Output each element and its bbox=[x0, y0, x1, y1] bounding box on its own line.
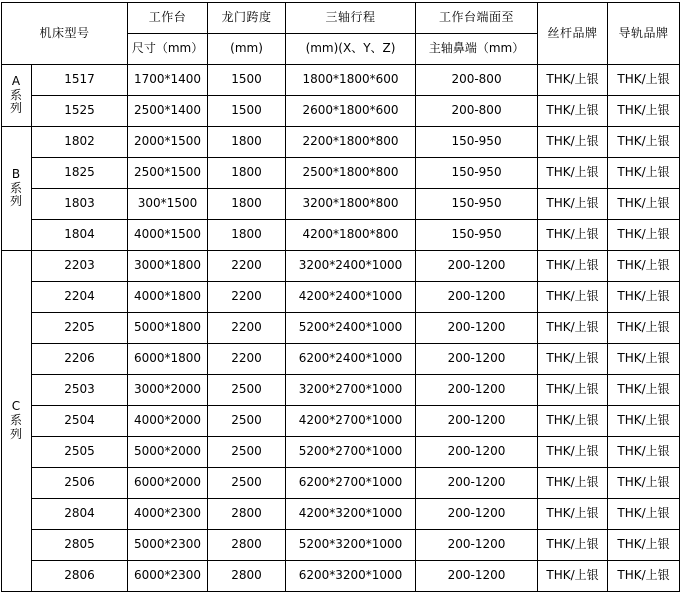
travel-cell: 6200*3200*1000 bbox=[286, 561, 416, 592]
gantry-span-cell: 2200 bbox=[208, 282, 286, 313]
series-group-label bbox=[2, 127, 32, 251]
series-char: 列 bbox=[9, 426, 23, 441]
travel-cell: 4200*1800*800 bbox=[286, 220, 416, 251]
worktable-size-cell: 3000*2000 bbox=[128, 375, 208, 406]
screw-brand-cell: THK/上银 bbox=[538, 375, 608, 406]
worktable-size-cell: 2500*1400 bbox=[128, 96, 208, 127]
table-row bbox=[2, 65, 680, 96]
screw-brand-cell: THK/上银 bbox=[538, 530, 608, 561]
rail-brand-cell: THK/上银 bbox=[608, 251, 680, 282]
model-cell: 2506 bbox=[32, 468, 128, 499]
series-char: 列 bbox=[9, 101, 23, 116]
model-cell: 2206 bbox=[32, 344, 128, 375]
travel-cell: 6200*2400*1000 bbox=[286, 344, 416, 375]
header-gantry-span: 龙门跨度 bbox=[208, 3, 286, 34]
series-char: 系 bbox=[9, 87, 23, 102]
table-body bbox=[2, 65, 680, 592]
rail-brand-cell: THK/上银 bbox=[608, 499, 680, 530]
spindle-distance-cell: 200-1200 bbox=[416, 344, 538, 375]
series-char: B bbox=[11, 166, 22, 181]
model-cell: 1825 bbox=[32, 158, 128, 189]
series-group-label bbox=[2, 65, 32, 127]
worktable-size-cell: 5000*1800 bbox=[128, 313, 208, 344]
table-row bbox=[2, 437, 680, 468]
gantry-span-cell: 2500 bbox=[208, 468, 286, 499]
rail-brand-cell: THK/上银 bbox=[608, 561, 680, 592]
table-row bbox=[2, 158, 680, 189]
table-row bbox=[2, 220, 680, 251]
travel-cell: 2500*1800*800 bbox=[286, 158, 416, 189]
screw-brand-cell: THK/上银 bbox=[538, 251, 608, 282]
table-row bbox=[2, 189, 680, 220]
gantry-span-cell: 2800 bbox=[208, 499, 286, 530]
screw-brand-cell: THK/上银 bbox=[538, 282, 608, 313]
spindle-distance-cell: 150-950 bbox=[416, 158, 538, 189]
worktable-size-cell: 6000*2000 bbox=[128, 468, 208, 499]
travel-cell: 5200*2700*1000 bbox=[286, 437, 416, 468]
series-char: 系 bbox=[9, 413, 23, 428]
table-row bbox=[2, 127, 680, 158]
series-char: 系 bbox=[9, 180, 23, 195]
model-cell: 2505 bbox=[32, 437, 128, 468]
screw-brand-cell: THK/上银 bbox=[538, 344, 608, 375]
rail-brand-cell: THK/上银 bbox=[608, 158, 680, 189]
worktable-size-cell: 2000*1500 bbox=[128, 127, 208, 158]
spindle-distance-cell: 200-800 bbox=[416, 96, 538, 127]
screw-brand-cell: THK/上银 bbox=[538, 220, 608, 251]
rail-brand-cell: THK/上银 bbox=[608, 406, 680, 437]
table-row bbox=[2, 468, 680, 499]
model-cell: 2205 bbox=[32, 313, 128, 344]
gantry-span-cell: 2200 bbox=[208, 251, 286, 282]
gantry-span-cell: 2800 bbox=[208, 530, 286, 561]
screw-brand-cell: THK/上银 bbox=[538, 468, 608, 499]
screw-brand-cell: THK/上银 bbox=[538, 189, 608, 220]
table-row bbox=[2, 344, 680, 375]
worktable-size-cell: 4000*2000 bbox=[128, 406, 208, 437]
table-row bbox=[2, 499, 680, 530]
travel-cell: 2200*1800*800 bbox=[286, 127, 416, 158]
worktable-size-cell: 5000*2300 bbox=[128, 530, 208, 561]
table-row bbox=[2, 561, 680, 592]
spindle-distance-cell: 150-950 bbox=[416, 189, 538, 220]
screw-brand-cell: THK/上银 bbox=[538, 96, 608, 127]
screw-brand-cell: THK/上银 bbox=[538, 127, 608, 158]
worktable-size-cell: 3000*1800 bbox=[128, 251, 208, 282]
model-cell: 2806 bbox=[32, 561, 128, 592]
spindle-distance-cell: 200-1200 bbox=[416, 499, 538, 530]
table-row bbox=[2, 251, 680, 282]
model-cell: 1802 bbox=[32, 127, 128, 158]
table-row bbox=[2, 96, 680, 127]
travel-cell: 4200*3200*1000 bbox=[286, 499, 416, 530]
rail-brand-cell: THK/上银 bbox=[608, 127, 680, 158]
gantry-span-cell: 1800 bbox=[208, 220, 286, 251]
worktable-size-cell: 6000*2300 bbox=[128, 561, 208, 592]
spindle-distance-cell: 200-1200 bbox=[416, 282, 538, 313]
gantry-span-cell: 1800 bbox=[208, 127, 286, 158]
gantry-span-cell: 2500 bbox=[208, 375, 286, 406]
gantry-span-cell: 2200 bbox=[208, 313, 286, 344]
gantry-span-cell: 2200 bbox=[208, 344, 286, 375]
header-worktable-unit: 尺寸（mm） bbox=[128, 34, 208, 65]
rail-brand-cell: THK/上银 bbox=[608, 282, 680, 313]
worktable-size-cell: 2500*1500 bbox=[128, 158, 208, 189]
model-cell: 1517 bbox=[32, 65, 128, 96]
screw-brand-cell: THK/上银 bbox=[538, 499, 608, 530]
rail-brand-cell: THK/上银 bbox=[608, 530, 680, 561]
gantry-span-cell: 1500 bbox=[208, 65, 286, 96]
series-group-label bbox=[2, 251, 32, 592]
model-cell: 2203 bbox=[32, 251, 128, 282]
spindle-distance-cell: 200-1200 bbox=[416, 313, 538, 344]
gantry-span-cell: 1800 bbox=[208, 158, 286, 189]
table-header bbox=[2, 3, 680, 65]
table-row bbox=[2, 313, 680, 344]
spindle-distance-cell: 150-950 bbox=[416, 127, 538, 158]
header-row-main bbox=[2, 3, 680, 34]
travel-cell: 3200*2700*1000 bbox=[286, 375, 416, 406]
gantry-span-cell: 1800 bbox=[208, 189, 286, 220]
table-row bbox=[2, 406, 680, 437]
screw-brand-cell: THK/上银 bbox=[538, 561, 608, 592]
travel-cell: 3200*2400*1000 bbox=[286, 251, 416, 282]
series-char: 列 bbox=[9, 194, 23, 209]
gantry-span-cell: 1500 bbox=[208, 96, 286, 127]
travel-cell: 1800*1800*600 bbox=[286, 65, 416, 96]
travel-cell: 3200*1800*800 bbox=[286, 189, 416, 220]
model-cell: 1804 bbox=[32, 220, 128, 251]
rail-brand-cell: THK/上银 bbox=[608, 468, 680, 499]
worktable-size-cell: 5000*2000 bbox=[128, 437, 208, 468]
table-row bbox=[2, 282, 680, 313]
header-screw-brand: 丝杆品牌 bbox=[538, 3, 608, 65]
spindle-distance-cell: 150-950 bbox=[416, 220, 538, 251]
header-spindle-dist-line2: 主轴鼻端（mm） bbox=[416, 34, 538, 65]
spindle-distance-cell: 200-800 bbox=[416, 65, 538, 96]
model-cell: 1525 bbox=[32, 96, 128, 127]
spec-sheet bbox=[0, 2, 680, 583]
worktable-size-cell: 4000*1800 bbox=[128, 282, 208, 313]
screw-brand-cell: THK/上银 bbox=[538, 437, 608, 468]
worktable-size-cell: 6000*1800 bbox=[128, 344, 208, 375]
worktable-size-cell: 4000*1500 bbox=[128, 220, 208, 251]
rail-brand-cell: THK/上银 bbox=[608, 344, 680, 375]
gantry-span-cell: 2800 bbox=[208, 561, 286, 592]
spindle-distance-cell: 200-1200 bbox=[416, 468, 538, 499]
rail-brand-cell: THK/上银 bbox=[608, 375, 680, 406]
spindle-distance-cell: 200-1200 bbox=[416, 251, 538, 282]
spindle-distance-cell: 200-1200 bbox=[416, 561, 538, 592]
table-row bbox=[2, 375, 680, 406]
model-cell: 1803 bbox=[32, 189, 128, 220]
model-cell: 2503 bbox=[32, 375, 128, 406]
header-worktable: 工作台 bbox=[128, 3, 208, 34]
spindle-distance-cell: 200-1200 bbox=[416, 375, 538, 406]
gantry-span-cell: 2500 bbox=[208, 437, 286, 468]
worktable-size-cell: 4000*2300 bbox=[128, 499, 208, 530]
model-cell: 2504 bbox=[32, 406, 128, 437]
screw-brand-cell: THK/上银 bbox=[538, 313, 608, 344]
rail-brand-cell: THK/上银 bbox=[608, 189, 680, 220]
travel-cell: 4200*2400*1000 bbox=[286, 282, 416, 313]
spindle-distance-cell: 200-1200 bbox=[416, 437, 538, 468]
header-model: 机床型号 bbox=[2, 3, 128, 65]
spindle-distance-cell: 200-1200 bbox=[416, 406, 538, 437]
worktable-size-cell: 300*1500 bbox=[128, 189, 208, 220]
gantry-span-cell: 2500 bbox=[208, 406, 286, 437]
travel-cell: 5200*2400*1000 bbox=[286, 313, 416, 344]
rail-brand-cell: THK/上银 bbox=[608, 65, 680, 96]
header-gantry-span-unit: (mm) bbox=[208, 34, 286, 65]
rail-brand-cell: THK/上银 bbox=[608, 96, 680, 127]
header-travel: 三轴行程 bbox=[286, 3, 416, 34]
travel-cell: 5200*3200*1000 bbox=[286, 530, 416, 561]
series-char: C bbox=[11, 399, 22, 414]
rail-brand-cell: THK/上银 bbox=[608, 437, 680, 468]
screw-brand-cell: THK/上银 bbox=[538, 65, 608, 96]
spindle-distance-cell: 200-1200 bbox=[416, 530, 538, 561]
rail-brand-cell: THK/上银 bbox=[608, 313, 680, 344]
header-rail-brand: 导轨品牌 bbox=[608, 3, 680, 65]
model-cell: 2804 bbox=[32, 499, 128, 530]
screw-brand-cell: THK/上银 bbox=[538, 406, 608, 437]
table-row bbox=[2, 530, 680, 561]
series-char: A bbox=[11, 73, 22, 88]
travel-cell: 6200*2700*1000 bbox=[286, 468, 416, 499]
travel-cell: 2600*1800*600 bbox=[286, 96, 416, 127]
header-spindle-dist-line1: 工作台端面至 bbox=[416, 3, 538, 34]
travel-cell: 4200*2700*1000 bbox=[286, 406, 416, 437]
machine-spec-table bbox=[1, 2, 680, 592]
model-cell: 2805 bbox=[32, 530, 128, 561]
model-cell: 2204 bbox=[32, 282, 128, 313]
rail-brand-cell: THK/上银 bbox=[608, 220, 680, 251]
screw-brand-cell: THK/上银 bbox=[538, 158, 608, 189]
header-travel-unit: (mm)(X、Y、Z) bbox=[286, 34, 416, 65]
worktable-size-cell: 1700*1400 bbox=[128, 65, 208, 96]
